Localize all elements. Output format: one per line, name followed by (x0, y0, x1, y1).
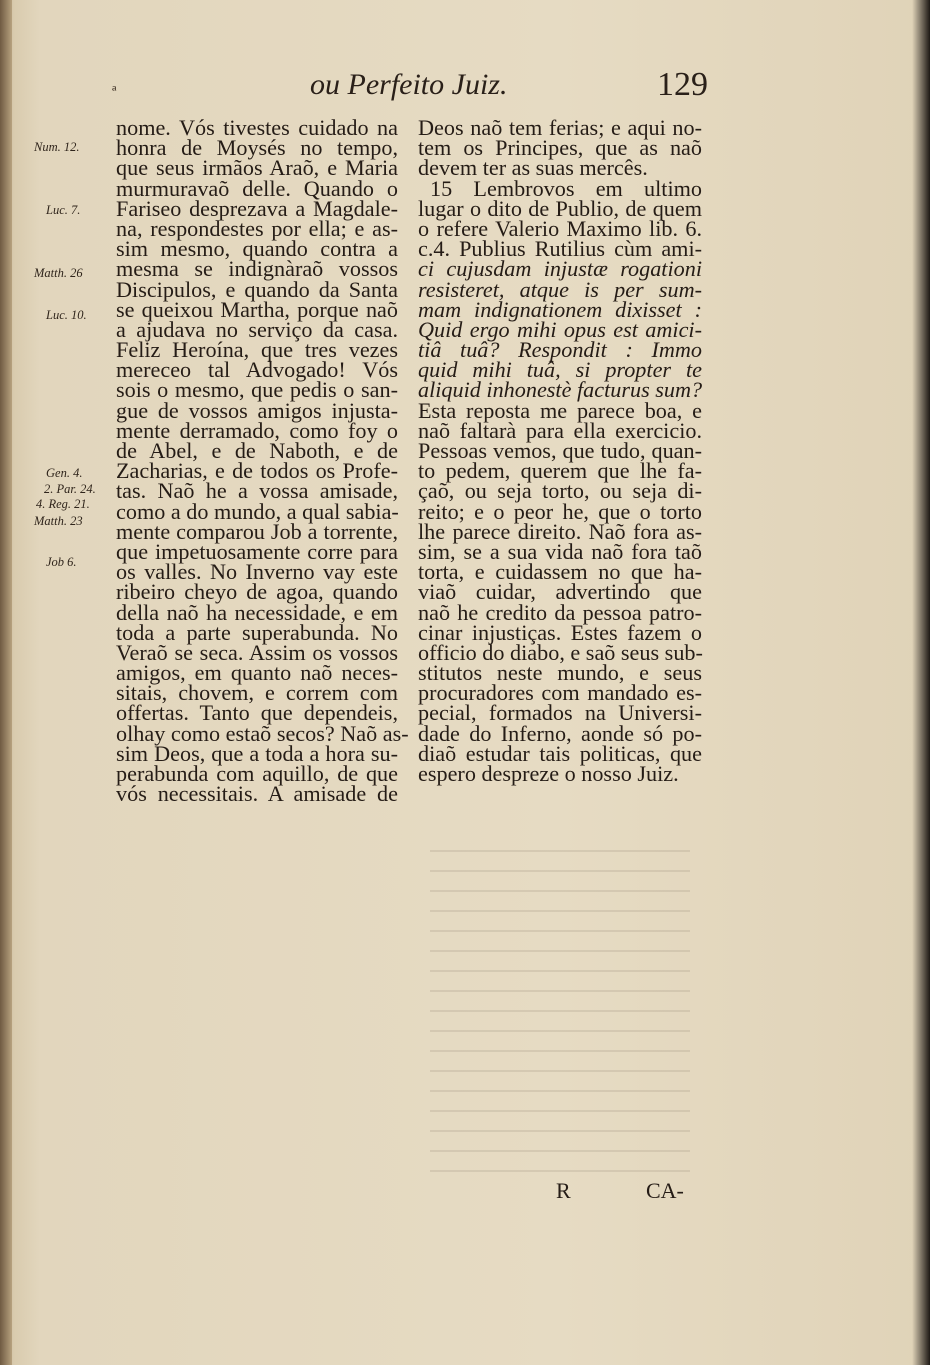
text-line: nome. Vós tivestes cuidado na (116, 115, 398, 140)
text-line: diaõ estudar tais politicas, que (418, 740, 702, 766)
text-line: Feliz Heroína, que tres vezes (116, 337, 398, 363)
text-line: a ajudava no serviço da casa. (116, 316, 398, 342)
text-line: to pedem, querem que lhe fa- (418, 458, 702, 484)
signature-mark: R (556, 1178, 571, 1203)
text-line: cinar injustiças. Estes fazem o (418, 619, 702, 645)
text-line: c.4. Publius Rutilius cùm ami- (418, 236, 702, 262)
text-line: offertas. Tanto que dependeis, (116, 700, 398, 726)
text-line: gue de vossos amigos injusta- (116, 397, 398, 423)
text-line: torta, e cuidassem no que ha- (418, 559, 702, 585)
margin-note: Matth. 23 (34, 514, 83, 528)
paragraph-start-line: 15 Lembrovos em ultimo (430, 175, 702, 201)
text-line: que seus irmãos Araõ, e Maria (116, 155, 398, 181)
running-title: ou Perfeito Juiz. (310, 68, 508, 101)
text-line: se queixou Martha, porque naõ (116, 296, 398, 322)
latin-quote-line: resisteret, atque is per sum- (418, 276, 702, 302)
text-line: murmuravaõ delle. Quando o (116, 175, 398, 201)
text-line: como a do mundo, a qual sabia- (116, 498, 399, 524)
text-line: mesma se indignàraõ vossos (116, 256, 398, 282)
catchword: CA- (646, 1178, 684, 1203)
text-line: honra de Moysés no tempo, (116, 135, 398, 161)
text-line: tas. Naõ he a vossa amisade, (116, 478, 398, 504)
text-line: sim, se a sua vida naõ fora taõ (418, 538, 702, 564)
text-line: naõ he credito da pessoa patro- (418, 599, 702, 625)
text-line: mereceo tal Advogado! Vós (116, 357, 398, 383)
text-line: sitais, chovem, e correm com (116, 680, 398, 706)
text-line: Veraõ se seca. Assim os vossos (116, 639, 398, 665)
latin-quote-line: Quid ergo mihi opus est amici- (418, 316, 702, 342)
text-line: mente derramado, como foy o (116, 417, 398, 443)
text-line: Pessoas vemos, que tudo, quan- (418, 438, 702, 463)
latin-quote-line: tiâ tuâ? Respondit : Immo (418, 337, 702, 363)
latin-quote-line: aliquid inhonestè facturus sum? (418, 377, 703, 403)
text-line: ribeiro cheyo de agoa, quando (116, 579, 398, 605)
text-line: viaõ cuidar, advertindo que (418, 579, 702, 605)
text-line: Fariseo desprezava a Magdale- (116, 195, 398, 221)
text-line: naõ faltarà para ella exercicio. (418, 417, 702, 443)
margin-note: Luc. 10. (46, 308, 87, 322)
text-line: vós necessitais. A amisade de (116, 781, 398, 807)
text-line: officio do diabo, e saõ seus sub- (418, 639, 703, 665)
text-line: sim Deos, que a toda a hora su- (116, 740, 398, 766)
text-line: o refere Valerio Maximo lib. 6. (418, 215, 702, 241)
text-line: reito; e o peor he, que o torto (418, 498, 702, 524)
page-number: 129 (657, 66, 708, 103)
header-mark: ª (112, 84, 117, 101)
margin-note: Job 6. (46, 555, 77, 569)
text-line: lhe parece direito. Naõ fora as- (418, 518, 702, 544)
text-line: olhay como estaõ secos? Naõ as- (116, 720, 409, 746)
text-line: dade do Inferno, aonde só po- (418, 720, 702, 746)
margin-note: Gen. 4. (46, 466, 83, 480)
page-right-edge (912, 0, 930, 1365)
text-line: espero despreze o nosso Juiz. (418, 761, 679, 786)
text-line: sim mesmo, quando contra a (116, 236, 398, 262)
text-line: amigos, em quanto naõ neces- (116, 660, 398, 686)
text-line: tem os Principes, que as naõ (418, 135, 702, 161)
text-line: Discipulos, e quando da Santa (116, 276, 398, 302)
text-line: que impetuosamente corre para (116, 538, 398, 564)
margin-note: Matth. 26 (34, 266, 83, 280)
book-gutter (0, 0, 12, 1365)
text-line: toda a parte superabunda. No (116, 619, 398, 645)
text-line: mente comparou Job a torrente, (116, 518, 398, 544)
text-line: pecial, formados na Universi- (418, 700, 702, 726)
margin-note: Num. 12. (34, 140, 80, 154)
text-line: della naõ ha necessidade, e em (116, 599, 398, 625)
margin-note: 2. Par. 24. (44, 482, 96, 496)
text-line: Zacharias, e de todos os Profe- (116, 458, 398, 484)
text-line: os valles. No Inverno vay este (116, 559, 398, 585)
text-line: devem ter as suas mercês. (418, 155, 648, 181)
text-line: Deos naõ tem ferias; e aqui no- (418, 115, 702, 140)
right-text-column (418, 115, 703, 786)
text-line: stitutos neste mundo, e seus (418, 660, 702, 686)
latin-quote-line: mam indignationem dixisset : (418, 296, 702, 322)
text-line: na, respondestes por ella; e as- (116, 215, 398, 241)
bleed-through-text (430, 850, 690, 1180)
text-line: de Abel, e de Naboth, e de (116, 438, 398, 463)
latin-quote-line: ci cujusdam injustæ rogationi (418, 256, 702, 282)
text-line: procuradores com mandado es- (418, 680, 702, 706)
latin-quote-line: quid mihi tuâ, si propter te (418, 357, 702, 383)
left-text-column (116, 115, 409, 807)
text-line: lugar o dito de Publio, de quem (418, 195, 702, 221)
text-line: çaõ, ou seja torto, ou seja di- (418, 478, 702, 504)
text-line: Esta reposta me parece boa, e (418, 397, 702, 423)
margin-note: Luc. 7. (46, 203, 81, 217)
text-line: sois o mesmo, que pedis o san- (116, 377, 398, 403)
margin-note: 4. Reg. 21. (36, 497, 90, 511)
text-line: perabunda com aquillo, de que (116, 761, 398, 786)
